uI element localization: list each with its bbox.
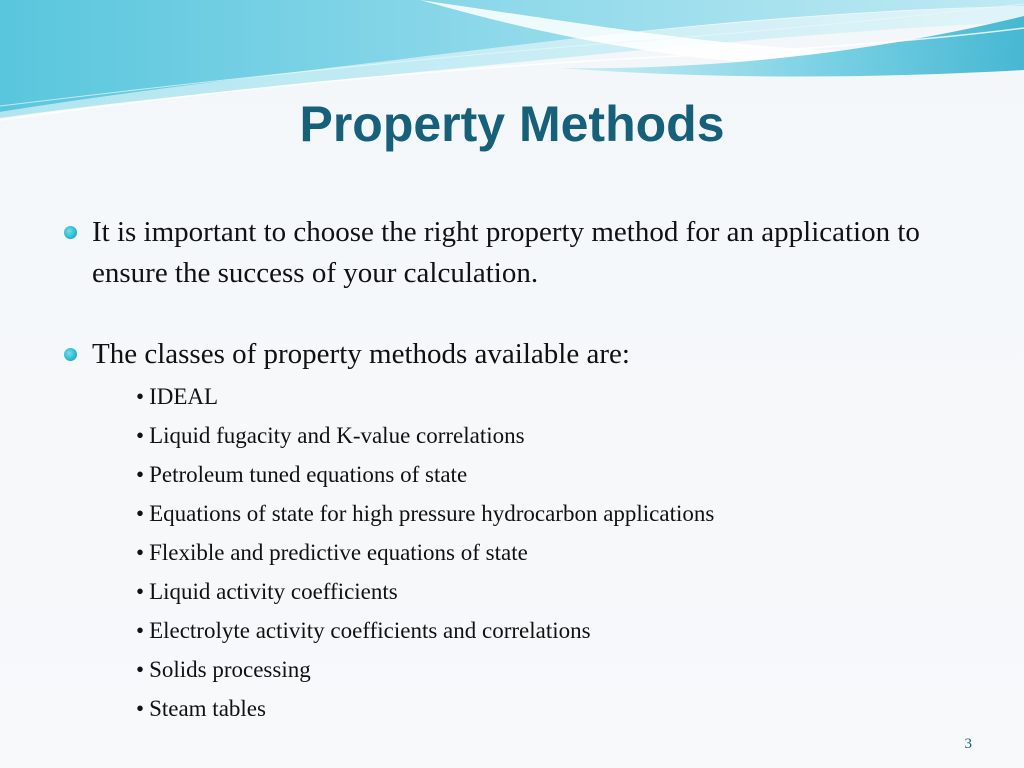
- sub-bullet-text: Steam tables: [149, 696, 266, 721]
- sub-bullet-item: [136, 533, 960, 572]
- sub-bullet-item: [136, 572, 960, 611]
- sub-bullet-text: IDEAL: [149, 384, 219, 409]
- sub-bullet-item: [136, 650, 960, 689]
- page-number: 3: [964, 736, 972, 752]
- sub-bullet-icon: •: [136, 423, 145, 448]
- bullet-item: [60, 212, 960, 294]
- sub-bullet-icon: •: [136, 384, 145, 409]
- sub-bullet-icon: •: [136, 696, 145, 721]
- sub-bullet-item: [136, 377, 960, 416]
- sub-bullet-icon: •: [136, 618, 145, 643]
- sub-bullet-item: [136, 494, 960, 533]
- sub-bullet-text: Liquid fugacity and K-value correlations: [149, 423, 525, 448]
- bullet-text: The classes of property methods available are:: [92, 338, 630, 370]
- sub-bullet-icon: •: [136, 501, 145, 526]
- bullet-item: [60, 334, 960, 728]
- sub-bullet-item: [136, 689, 960, 728]
- sub-bullet-text: Petroleum tuned equations of state: [149, 462, 468, 487]
- bullet-dot-icon: [64, 226, 77, 239]
- bullet-list: [60, 212, 960, 728]
- bullet-dot-icon: [64, 348, 77, 361]
- sub-bullet-text: Liquid activity coefficients: [149, 579, 398, 604]
- sub-bullet-icon: •: [136, 540, 145, 565]
- slide-title: Property Methods: [299, 96, 725, 152]
- sub-bullet-icon: •: [136, 579, 145, 604]
- sub-bullet-text: Electrolyte activity coefficients and correlations: [149, 618, 591, 643]
- sub-bullet-text: Flexible and predictive equations of state: [149, 540, 528, 565]
- sub-bullet-icon: •: [136, 657, 145, 682]
- sub-bullet-text: Equations of state for high pressure hydrocarbon applications: [149, 501, 715, 526]
- bullet-text: It is important to choose the right property method for an application to ensure the success of your calculation.: [92, 216, 920, 289]
- sub-bullet-item: [136, 455, 960, 494]
- sub-bullet-text: Solids processing: [149, 657, 311, 682]
- sub-bullet-item: [136, 416, 960, 455]
- sub-bullet-item: [136, 611, 960, 650]
- sub-bullet-list: [92, 377, 960, 728]
- sub-bullet-icon: •: [136, 462, 145, 487]
